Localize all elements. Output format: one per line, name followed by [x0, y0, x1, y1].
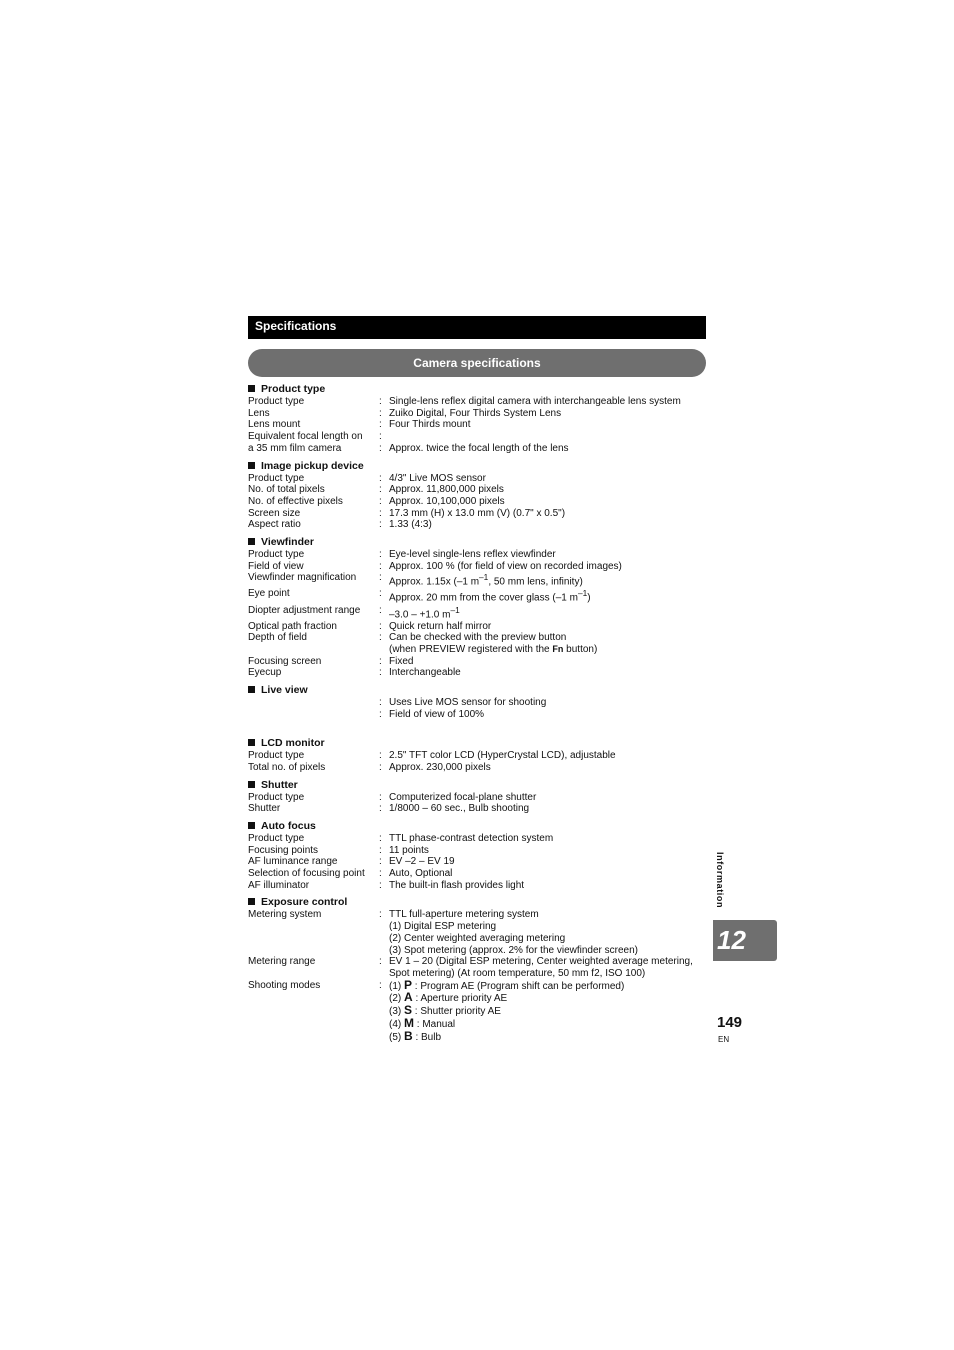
spec-colon: :	[379, 708, 382, 720]
spec-colon	[379, 1005, 389, 1018]
spec-colon: :	[379, 956, 382, 968]
spec-label: Eyecup	[248, 667, 282, 679]
spec-label: Eye point	[248, 588, 290, 600]
spec-row	[248, 762, 718, 774]
spec-section-title	[248, 460, 718, 473]
spec-row	[248, 909, 718, 921]
spec-colon: :	[379, 761, 382, 773]
spec-value: Four Thirds mount	[389, 419, 471, 431]
spec-section	[248, 383, 718, 455]
spec-label	[248, 933, 379, 945]
spec-section	[248, 779, 718, 815]
spec-row	[248, 1015, 718, 1031]
spec-row	[248, 697, 718, 709]
spec-label: No. of total pixels	[248, 484, 325, 496]
spec-value-text: (when PREVIEW registered with the	[389, 643, 553, 655]
spec-row	[248, 396, 718, 408]
spec-colon: :	[379, 791, 382, 803]
spec-value: Field of view of 100%	[389, 708, 485, 720]
mode-letter-icon: M	[404, 1015, 414, 1030]
spec-row	[248, 605, 718, 621]
chapter-number: 12	[717, 925, 746, 955]
spec-section	[248, 536, 718, 679]
spec-value: Auto, Optional	[389, 868, 453, 880]
spec-row	[248, 656, 718, 668]
spec-colon	[379, 992, 389, 1005]
spec-row	[248, 945, 718, 957]
spec-value: The built-in flash provides light	[389, 879, 525, 891]
spec-row	[248, 588, 718, 604]
spec-row	[248, 933, 718, 945]
spec-colon: :	[379, 979, 382, 991]
spec-colon: :	[379, 604, 382, 616]
chapter-tab	[713, 920, 777, 961]
spec-value	[389, 1005, 718, 1018]
spec-label: Product type	[248, 791, 305, 803]
spec-value: EV –2 – EV 19	[389, 856, 455, 868]
spec-row	[248, 1005, 718, 1018]
spec-section-title-text: Image pickup device	[261, 459, 364, 472]
spec-colon: :	[379, 495, 382, 507]
spec-colon: :	[379, 844, 382, 856]
spec-value: Can be checked with the preview button	[389, 632, 567, 644]
spec-value: Quick return half mirror	[389, 620, 492, 632]
spec-value: (1) Digital ESP metering	[389, 921, 497, 933]
spec-colon	[379, 968, 389, 980]
spec-value-text: –3.0 – +1.0 m	[389, 608, 451, 620]
spec-value: Zuiko Digital, Four Thirds System Lens	[389, 407, 562, 419]
spec-label: Product type	[248, 549, 305, 561]
spec-label: a 35 mm film camera	[248, 442, 342, 454]
spec-row	[248, 408, 718, 420]
spec-row	[248, 709, 718, 721]
square-bullet-icon	[248, 385, 255, 392]
spec-label	[248, 992, 379, 1005]
spec-value: 11 points	[389, 844, 429, 856]
spec-label: Field of view	[248, 560, 304, 572]
spacer	[248, 720, 718, 732]
spec-value: Fixed	[389, 655, 414, 667]
spec-value: Approx. 100 % (for field of view on recorded images)	[389, 560, 622, 572]
spec-value: Eye-level single-lens reflex viewfinder	[389, 549, 556, 561]
spec-row	[248, 496, 718, 508]
spec-row	[248, 443, 718, 455]
spec-label	[248, 945, 379, 957]
spec-label: Focusing screen	[248, 655, 322, 667]
square-bullet-icon	[248, 898, 255, 905]
spec-value-text: : Manual	[414, 1018, 456, 1030]
spec-label: Product type	[248, 396, 305, 407]
spec-value	[389, 431, 718, 443]
spec-label: Equivalent focal length on	[248, 431, 363, 443]
spec-label	[248, 1018, 379, 1031]
spec-label	[248, 1031, 379, 1044]
square-bullet-icon	[248, 538, 255, 545]
spec-value	[389, 588, 718, 604]
spec-list	[248, 383, 718, 1048]
spec-colon: :	[379, 549, 382, 561]
spec-label	[248, 921, 379, 933]
side-label-text: Information	[715, 852, 725, 909]
square-bullet-icon	[248, 781, 255, 788]
spec-colon: :	[379, 750, 382, 762]
square-bullet-icon	[248, 686, 255, 693]
spec-row	[248, 845, 718, 857]
spec-section-title-text: Exposure control	[261, 896, 348, 909]
spec-colon	[379, 1018, 389, 1031]
spec-row	[248, 792, 718, 804]
spec-colon: :	[379, 832, 382, 844]
spec-row	[248, 549, 718, 561]
spec-colon: :	[379, 419, 382, 431]
spec-value: 4/3" Live MOS sensor	[389, 472, 486, 484]
spec-colon: :	[379, 560, 382, 572]
spec-label: AF luminance range	[248, 856, 338, 868]
page-header-title: Specifications	[255, 319, 337, 333]
spec-value: Approx. 230,000 pixels	[389, 761, 491, 773]
spec-label: Focusing points	[248, 844, 319, 856]
spec-section-title	[248, 737, 718, 750]
section-title: Camera specifications	[413, 356, 541, 370]
spec-section	[248, 684, 718, 732]
spec-label: Total no. of pixels	[248, 761, 326, 773]
spec-label: AF illuminator	[248, 879, 310, 891]
spec-colon	[379, 921, 389, 933]
spec-row	[248, 572, 718, 588]
spec-colon: :	[379, 868, 382, 880]
spec-label: Selection of focusing point	[248, 868, 365, 880]
spec-colon: :	[379, 632, 382, 644]
spec-colon	[379, 644, 389, 656]
spec-label	[248, 968, 379, 980]
spec-row	[248, 561, 718, 573]
spec-row	[248, 621, 718, 633]
spec-value: 2.5" TFT color LCD (HyperCrystal LCD), adjustable	[389, 750, 616, 762]
spec-value-text: (4)	[389, 1018, 404, 1030]
spec-label	[248, 697, 379, 709]
spec-colon: :	[379, 588, 382, 600]
spec-label: Viewfinder magnification	[248, 572, 357, 584]
spec-section-title	[248, 820, 718, 833]
spec-label: Lens	[248, 407, 270, 419]
spec-row	[248, 1028, 718, 1044]
spec-colon: :	[379, 879, 382, 891]
spec-value-text: : Bulb	[412, 1031, 442, 1043]
square-bullet-icon	[248, 822, 255, 829]
spec-value-text: Approx. 1.15x (–1 m	[389, 576, 480, 588]
mode-letter-icon: A	[404, 990, 413, 1005]
spec-section-title	[248, 383, 718, 396]
spec-value: 17.3 mm (H) x 13.0 mm (V) (0.7" x 0.5")	[389, 507, 566, 519]
spec-section-title-text: LCD monitor	[261, 737, 325, 750]
page-language: EN	[718, 1035, 730, 1044]
spec-row	[248, 519, 718, 531]
spec-colon: :	[379, 667, 382, 679]
spec-label: Lens mount	[248, 419, 301, 431]
spec-section	[248, 737, 718, 773]
spec-value-text: button)	[563, 643, 598, 655]
section-title-pill	[248, 349, 706, 377]
spec-colon: :	[379, 484, 382, 496]
spec-label: Screen size	[248, 507, 301, 519]
spec-colon: :	[379, 803, 382, 815]
spec-row	[248, 977, 718, 993]
spec-value: Uses Live MOS sensor for shooting	[389, 697, 547, 709]
spec-colon: :	[379, 431, 382, 443]
spec-label: Product type	[248, 750, 305, 762]
spec-row	[248, 419, 718, 431]
side-label	[711, 852, 725, 918]
mode-letter-icon: P	[404, 977, 413, 992]
spec-row	[248, 880, 718, 892]
spec-label	[248, 644, 379, 656]
spec-value: Computerized focal-plane shutter	[389, 791, 537, 803]
spec-row	[248, 992, 718, 1005]
spec-section-title-text: Shutter	[261, 778, 298, 791]
spec-value: (2) Center weighted averaging metering	[389, 932, 566, 944]
spec-colon	[379, 1031, 389, 1044]
square-bullet-icon	[248, 462, 255, 469]
spec-colon: :	[379, 856, 382, 868]
page-number: 149	[717, 1014, 743, 1031]
spec-value	[389, 992, 718, 1005]
spec-value	[389, 605, 718, 621]
spec-colon: :	[379, 396, 382, 407]
spec-value	[389, 977, 718, 993]
spec-value	[389, 644, 718, 656]
spec-value: 1.33 (4:3)	[389, 519, 432, 531]
spec-row	[248, 868, 718, 880]
spec-colon: :	[379, 407, 382, 419]
spec-value: EV 1 – 20 (Digital ESP metering, Center weighted average metering,	[389, 956, 693, 968]
square-bullet-icon	[248, 739, 255, 746]
spec-label: Optical path fraction	[248, 620, 337, 632]
spec-value: Approx. 10,100,000 pixels	[389, 495, 505, 507]
page-header-bar	[248, 316, 706, 339]
spec-row	[248, 484, 718, 496]
superscript: –1	[450, 604, 460, 615]
spec-row	[248, 473, 718, 485]
spec-section-title	[248, 779, 718, 792]
spec-value-text: (5)	[389, 1031, 404, 1043]
spec-colon: :	[379, 472, 382, 484]
spec-row	[248, 644, 718, 656]
spec-row	[248, 803, 718, 815]
spec-label	[248, 709, 379, 721]
spec-value	[389, 1015, 718, 1031]
mode-letter-icon: B	[404, 1028, 413, 1043]
spec-section	[248, 820, 718, 892]
spec-colon: :	[379, 909, 382, 921]
spec-colon	[379, 933, 389, 945]
spec-row	[248, 956, 718, 968]
spec-row	[248, 833, 718, 845]
spec-label: Metering range	[248, 956, 316, 968]
spec-colon: :	[379, 442, 382, 454]
spec-row	[248, 856, 718, 868]
spec-colon: :	[379, 620, 382, 632]
spec-label: Shutter	[248, 803, 281, 815]
spec-value-text: : Program AE (Program shift can be performed)	[412, 980, 625, 992]
spec-value: TTL phase-contrast detection system	[389, 832, 554, 844]
spec-label: No. of effective pixels	[248, 495, 343, 507]
spec-value-text: : Aperture priority AE	[412, 993, 508, 1005]
spec-label: Product type	[248, 832, 305, 844]
fn-button-icon: Fn	[552, 643, 564, 654]
spec-value: 1/8000 – 60 sec., Bulb shooting	[389, 803, 530, 815]
spec-label: Diopter adjustment range	[248, 604, 361, 616]
spec-value: Approx. 11,800,000 pixels	[389, 484, 504, 496]
spec-colon: :	[379, 697, 382, 709]
spec-value-text: : Shutter priority AE	[412, 1006, 501, 1018]
spec-section-title-text: Product type	[261, 383, 326, 395]
spec-row	[248, 431, 718, 443]
spec-row	[248, 508, 718, 520]
spec-value: TTL full-aperture metering system	[389, 909, 539, 921]
spec-colon: :	[379, 655, 382, 667]
spec-row	[248, 632, 718, 644]
spec-label: Depth of field	[248, 632, 307, 644]
spec-value: Approx. twice the focal length of the lens	[389, 442, 569, 454]
spec-label	[248, 1005, 379, 1018]
superscript: –1	[479, 572, 489, 583]
spec-value-text: (3)	[389, 1006, 404, 1018]
spec-label: Product type	[248, 472, 305, 484]
spec-section-title-text: Auto focus	[261, 819, 316, 832]
spec-section-title-text: Viewfinder	[261, 536, 314, 549]
spec-row	[248, 968, 718, 980]
spec-value-text: (1)	[389, 980, 404, 992]
spec-value-text: Approx. 20 mm from the cover glass (–1 m	[389, 592, 578, 604]
spec-row	[248, 921, 718, 933]
spec-value-text: (2)	[389, 993, 404, 1005]
superscript: –1	[577, 588, 588, 599]
spec-value-text: , 50 mm lens, infinity)	[488, 576, 583, 588]
spec-row	[248, 667, 718, 679]
mode-letter-icon: S	[404, 1003, 413, 1018]
spec-section	[248, 896, 718, 1043]
spec-section-title	[248, 684, 718, 697]
spec-value-text: )	[587, 592, 591, 604]
spec-value	[389, 572, 718, 588]
spec-label: Metering system	[248, 909, 322, 921]
spec-label: Aspect ratio	[248, 519, 301, 531]
spec-colon: :	[379, 519, 382, 531]
spec-value: (3) Spot metering (approx. 2% for the viewfinder screen)	[389, 944, 638, 956]
spec-section-title	[248, 896, 718, 909]
spec-value: Spot metering) (At room temperature, 50 mm f2, ISO 100)	[389, 967, 646, 979]
spec-section-title-text: Live view	[261, 684, 308, 697]
spec-row	[248, 750, 718, 762]
spec-value: Single-lens reflex digital camera with interchangeable lens system	[389, 396, 681, 407]
spec-value: Interchangeable	[389, 667, 461, 679]
spec-colon: :	[379, 572, 382, 584]
spec-value	[389, 1028, 718, 1044]
spec-section	[248, 460, 718, 532]
spec-section-title	[248, 536, 718, 549]
spec-colon	[379, 945, 389, 957]
spec-label: Shooting modes	[248, 979, 321, 991]
spec-colon: :	[379, 507, 382, 519]
